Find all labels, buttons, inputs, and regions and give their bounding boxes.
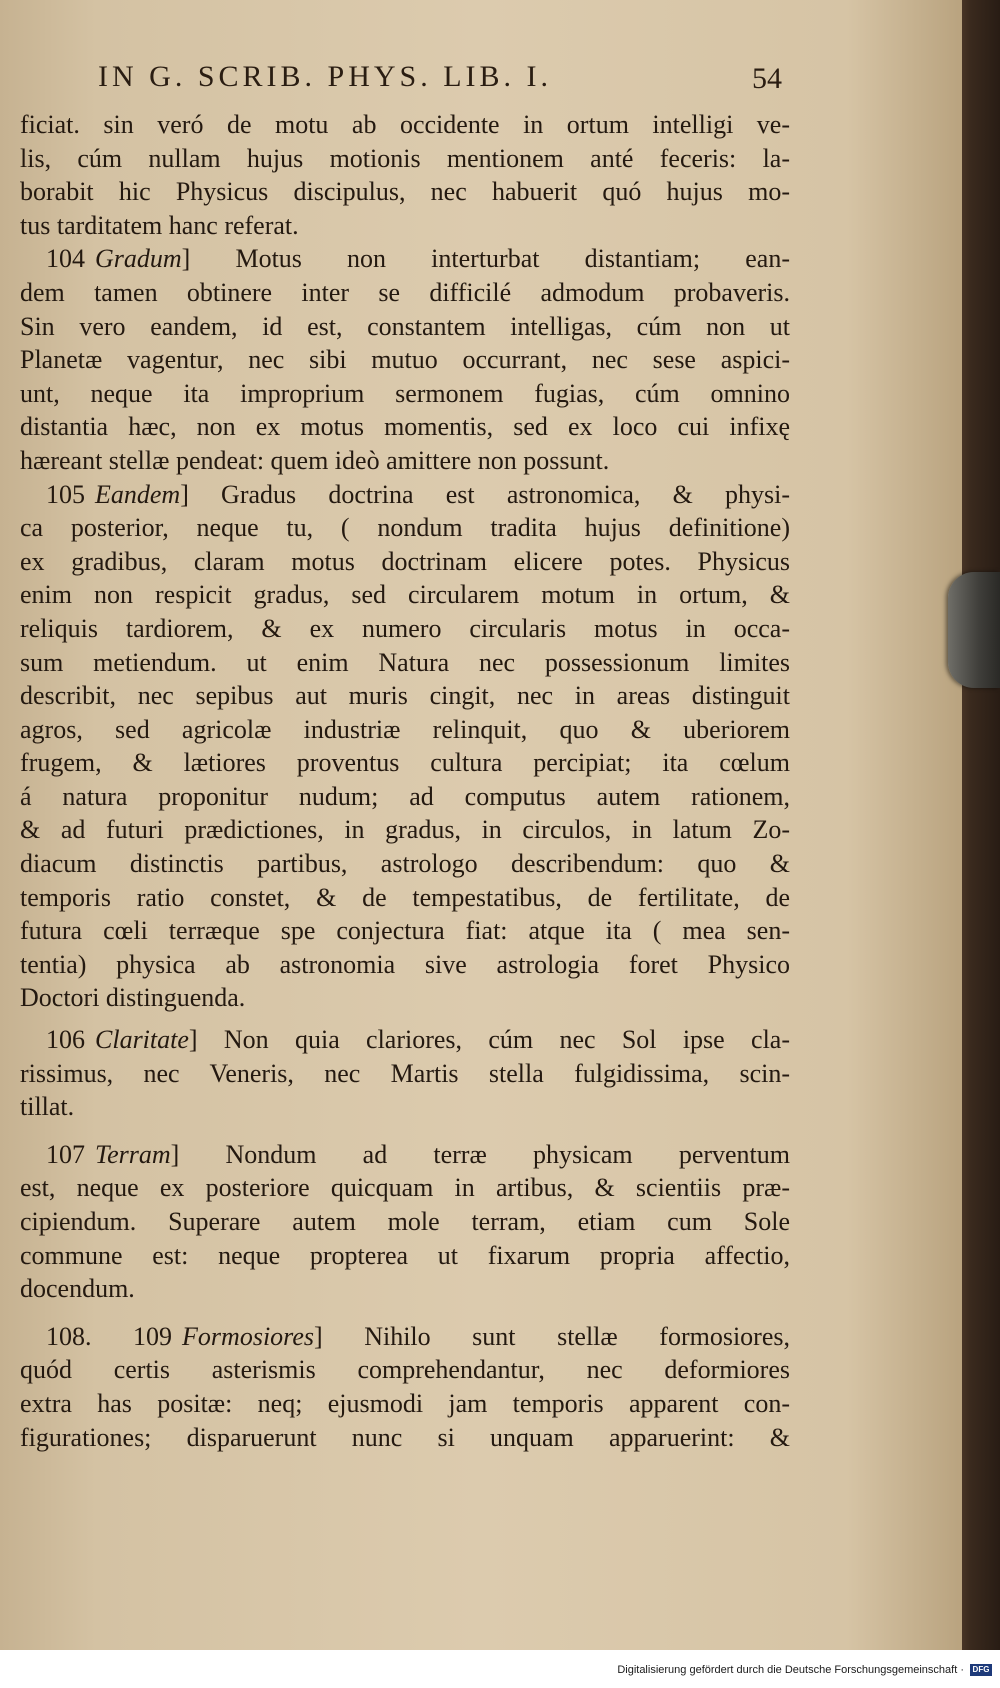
text-line: Doctori distinguenda. (20, 983, 246, 1013)
text-line: ficiat. sin veró de motu ab occidente in ortum intelligi ve- (20, 110, 790, 139)
note-number: 108. 109 (46, 1321, 173, 1351)
note-104-first-line (20, 242, 790, 276)
text-line: frugem, & lætiores proventus cultura percipiat; ita cœlum (20, 748, 790, 778)
text-line: est, neque ex posteriore quicquam in artibus, & scientiis præ- (20, 1173, 790, 1203)
note-107-first-line (20, 1138, 790, 1172)
note-keyword: Claritate (95, 1025, 189, 1055)
note-108-first-line (20, 1320, 790, 1354)
text-line: figurationes; disparuerunt nunc si unquam apparuerint: & (20, 1422, 790, 1452)
note-number: 105 (46, 479, 85, 509)
text-line: & ad futuri prædictiones, in gradus, in circulos, in latum Zo- (20, 815, 790, 845)
text-line: rissimus, nec Veneris, nec Martis stella fulgidissima, scin- (20, 1058, 790, 1088)
text-line: docendum. (20, 1274, 135, 1304)
text-line: distantia hæc, non ex motus momentis, sed ex loco cui infixę (20, 412, 790, 442)
note-text: ] Motus non interturbat distantiam; ean- (181, 244, 790, 274)
dfg-logo: DFG (970, 1664, 992, 1676)
note-number: 104 (46, 244, 85, 274)
note-keyword: Formosiores (182, 1321, 314, 1351)
text-line: tus tarditatem hanc referat. (20, 210, 299, 240)
text-line: reliquis tardiorem, & ex numero circularis motus in occa- (20, 613, 790, 643)
text-line: lis, cúm nullam hujus motionis mentionem anté feceris: la- (20, 143, 790, 173)
text-line: diacum distinctis partibus, astrologo describendum: quo & (20, 849, 790, 879)
text-line: temporis ratio constet, & de tempestatibus, de fertilitate, de (20, 882, 790, 912)
text-line: quód certis asterismis comprehendantur, nec deformiores (20, 1355, 790, 1385)
text-line: á natura proponitur nudum; ad computus autem rationem, (20, 781, 790, 811)
note-106-first-line (20, 1023, 790, 1057)
text-line: Sin vero eandem, id est, constantem intelligas, cúm non ut (20, 311, 790, 341)
note-text: ] Nihilo sunt stellæ formosiores, (313, 1321, 790, 1351)
text-line: hæreant stellæ pendeat: quem ideò amittere non possunt. (20, 445, 610, 475)
note-text: ] Nondum ad terræ physicam perventum (170, 1139, 790, 1169)
page-number: 54 (752, 62, 782, 95)
note-keyword: Terram (95, 1139, 171, 1169)
note-number: 106 (46, 1025, 85, 1055)
text-line: ca posterior, neque tu, ( nondum tradita hujus definitione) (20, 513, 790, 543)
text-line: tillat. (20, 1092, 75, 1122)
running-head: IN G. SCRIB. PHYS. LIB. I. (98, 60, 553, 93)
body-text (20, 108, 790, 1454)
note-keyword: Eandem (95, 479, 181, 509)
note-text: ] Gradus doctrina est astronomica, & physi- (180, 479, 790, 509)
digitization-credit (617, 1660, 992, 1680)
text-line: commune est: neque propterea ut fixarum propria affectio, (20, 1240, 790, 1270)
note-105-first-line (20, 478, 790, 512)
text-line: tentia) physica ab astronomia sive astrologia foret Physico (20, 949, 790, 979)
text-line: agros, sed agricolæ industriæ relinquit, quo & uberiorem (20, 714, 790, 744)
text-line: unt, neque ita improprium sermonem fugias, cúm omnino (20, 378, 790, 408)
note-number: 107 (46, 1139, 85, 1169)
text-line: Planetæ vagentur, nec sibi mutuo occurrant, nec sese aspici- (20, 345, 790, 375)
text-line: sum metiendum. ut enim Natura nec possessionum limites (20, 647, 790, 677)
text-line: futura cœli terræque spe conjectura fiat: atque ita ( mea sen- (20, 916, 790, 946)
note-text: ] Non quia clariores, cúm nec Sol ipse cla- (188, 1025, 790, 1055)
text-line: dem tamen obtinere inter se difficilé admodum probaveris. (20, 277, 790, 307)
note-keyword: Gradum (95, 244, 182, 274)
text-line: enim non respicit gradus, sed circularem motum in ortum, & (20, 580, 790, 610)
text-line: ex gradibus, claram motus doctrinam elicere potes. Physicus (20, 546, 790, 576)
text-line: cipiendum. Superare autem mole terram, etiam cum Sole (20, 1207, 790, 1236)
text-line: extra has positæ: neq; ejusmodi jam temporis apparent con- (20, 1388, 790, 1418)
credit-text: Digitalisierung gefördert durch die Deutsche Forschungsgemeinschaft · (617, 1664, 964, 1676)
book-clasp (948, 572, 1000, 688)
text-line: describit, nec sepibus aut muris cingit, nec in areas distinguit (20, 681, 790, 711)
text-line: borabit hic Physicus discipulus, nec habuerit quó hujus mo- (20, 177, 790, 207)
